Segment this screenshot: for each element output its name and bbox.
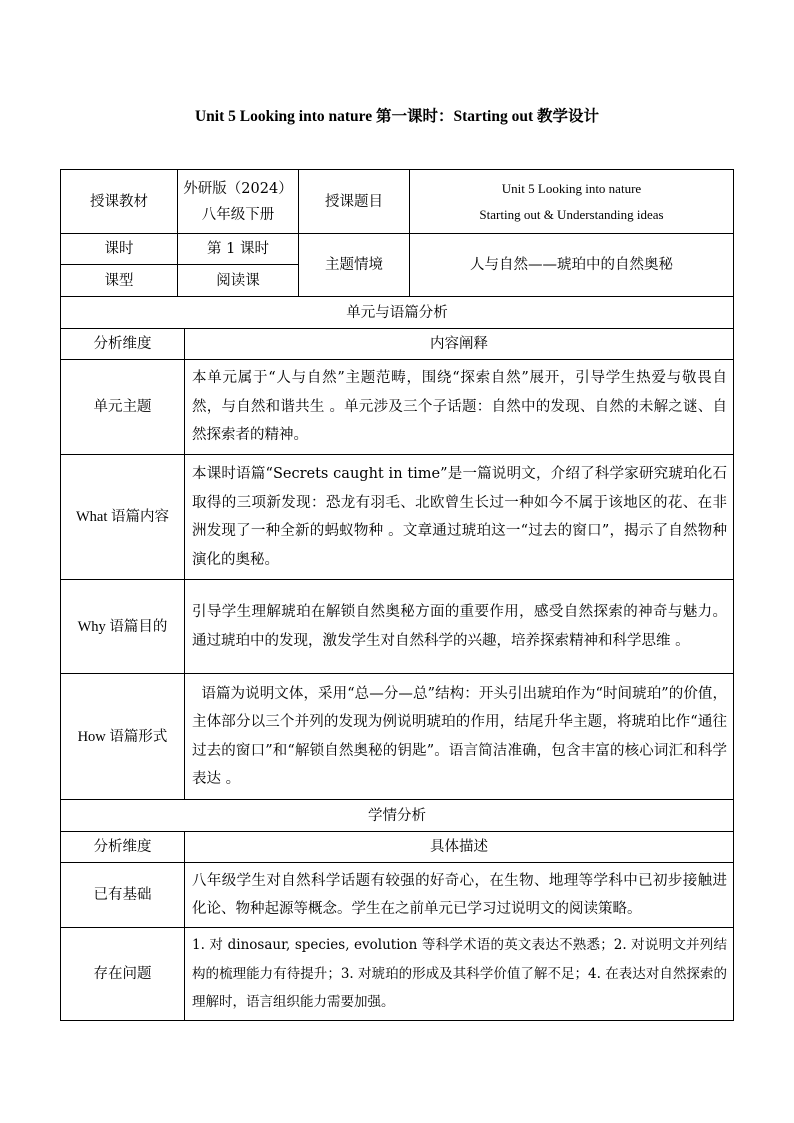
unit-analysis-section-title: 单元与语篇分析 [60,296,734,328]
topic-value [409,169,734,233]
page-title: Unit 5 Looking into nature 第一课时：Starting out 教学设计 [194,108,600,125]
period-label: 课时 [60,233,177,264]
unit-analysis-col2-header: 内容阐释 [184,328,734,359]
topic-label: 授课题目 [298,169,409,233]
how-label: How 语篇形式 [60,673,184,799]
learner-analysis-col1-header: 分析维度 [60,831,184,862]
type-label: 课型 [60,264,177,296]
existing-basis-content: 八年级学生对自然科学话题有较强的好奇心，在生物、地理等学科中已初步接触进化论、物种起源等概念。学生在之前单元已学习过说明文的阅读策略。 [184,862,734,927]
existing-basis-label: 已有基础 [60,862,184,927]
period-value: 第 1 课时 [177,233,298,264]
learner-analysis-section-title: 学情分析 [60,799,734,831]
unit-analysis-col1-header: 分析维度 [60,328,184,359]
topic-value-line1: Unit 5 Looking into nature [501,180,642,196]
textbook-label: 授课教材 [60,169,177,233]
why-content: 引导学生理解琥珀在解锁自然奥秘方面的重要作用，感受自然探索的神奇与魅力。通过琥珀中的发现，激发学生对自然科学的兴趣，培养探索精神和科学思维 。 [184,579,734,673]
what-label: What 语篇内容 [60,454,184,579]
textbook-value-line1: 外研版（2024） [183,180,293,197]
textbook-value-line2: 八年级下册 [201,206,275,223]
theme-label: 主题情境 [298,233,409,296]
theme-value: 人与自然——琥珀中的自然奥秘 [409,233,734,296]
how-content: 语篇为说明文体，采用“总—分—总”结构：开头引出琥珀作为“时间琥珀”的价值，主体部分以三个并列的发现为例说明琥珀的作用，结尾升华主题，将琥珀比作“通往过去的窗口”和“解锁自然奥秘的钥匙”。语言简洁准确，包含丰富的核心词汇和科学表达 。 [184,673,734,799]
problems-content: 1. 对 dinosaur, species, evolution 等科学术语的英文表达不熟悉；2. 对说明文并列结构的梳理能力有待提升；3. 对琥珀的形成及其科学价值了解不足；4. 在表达对自然探索的理解时，语言组织能力需要加强。 [184,927,734,1021]
topic-value-line2: Starting out & Understanding ideas [479,206,664,222]
learner-analysis-col2-header: 具体描述 [184,831,734,862]
textbook-value [177,169,298,233]
why-label: Why 语篇目的 [60,579,184,673]
what-content: 本课时语篇“Secrets caught in time”是一篇说明文，介绍了科学家研究琥珀化石取得的三项新发现：恐龙有羽毛、北欧曾生长过一种如今不属于该地区的花、在非洲发现了一种全新的蚂蚁物种 。文章通过琥珀这一“过去的窗口”，揭示了自然物种演化的奥秘。 [184,454,734,579]
lesson-plan-table [60,169,734,1021]
problems-label: 存在问题 [60,927,184,1021]
unit-theme-content: 本单元属于“人与自然”主题范畴，围绕“探索自然”展开，引导学生热爱与敬畏自然，与自然和谐共生 。单元涉及三个子话题：自然中的发现、自然的未解之谜、自然探索者的精神。 [184,359,734,454]
type-value: 阅读课 [177,264,298,296]
unit-theme-label: 单元主题 [60,359,184,454]
